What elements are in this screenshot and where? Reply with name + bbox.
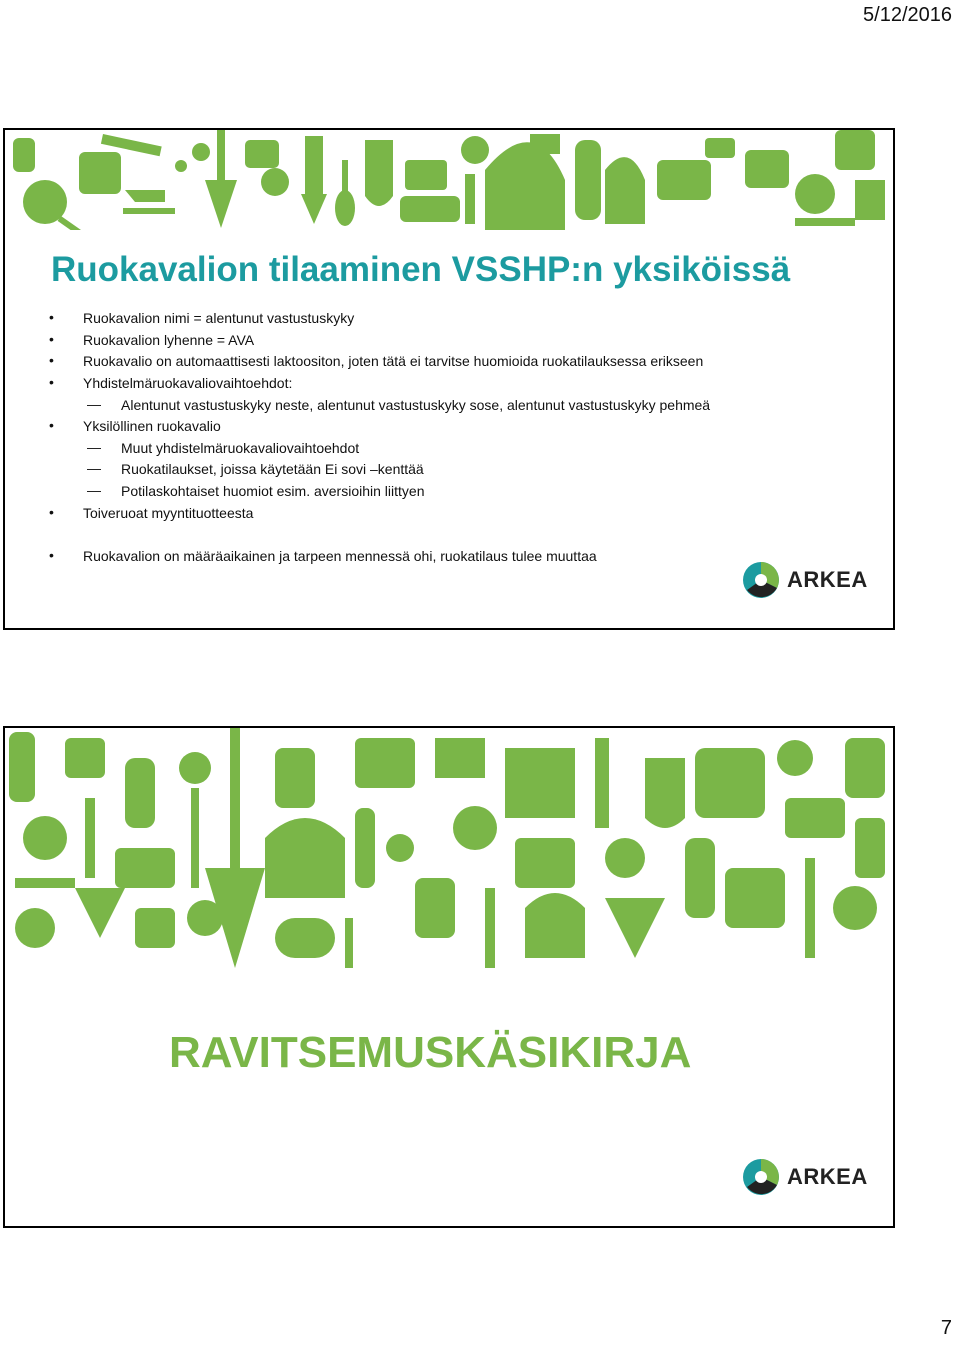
arkea-logo-icon (741, 560, 781, 600)
dash-marker: — (87, 439, 101, 455)
list-item (49, 331, 255, 348)
bullet-marker: • (49, 504, 54, 520)
list-item-text: Ruokavalion on määräaikainen ja tarpeen mennessä ohi, ruokatilaus tulee muuttaa (83, 548, 597, 564)
list-item-text: Potilaskohtaiset huomiot esim. aversioihin liittyen (121, 483, 425, 499)
dash-marker: — (87, 482, 101, 498)
slide-title: Ruokavalion tilaaminen VSSHP:n yksiköissä (51, 250, 791, 289)
bullet-marker: • (49, 417, 54, 433)
list-item (87, 460, 424, 477)
list-item-text: Ruokavalio on automaattisesti laktoositon, joten tätä ei tarvitse huomioida ruokatilauksessa erikseen (83, 353, 704, 369)
arkea-logo-icon (741, 1157, 781, 1197)
list-item-text: Toiveruoat myyntituotteesta (83, 505, 254, 521)
slide-title: RAVITSEMUSKÄSIKIRJA (169, 1028, 692, 1077)
list-item (49, 504, 254, 521)
list-item (49, 374, 293, 391)
list-item (49, 309, 355, 326)
dash-marker: — (87, 460, 101, 476)
list-item-text: Ruokavalion lyhenne = AVA (83, 332, 255, 348)
list-item (49, 417, 221, 434)
arkea-logo-text: ARKEA (787, 567, 868, 592)
list-item-text: Yhdistelmäruokavaliovaihtoehdot: (83, 375, 293, 391)
bullet-marker: • (49, 374, 54, 390)
arkea-logo (741, 560, 868, 600)
list-item (87, 396, 711, 413)
slide-ravitsemuskasikirja (3, 726, 895, 1228)
page-number: 7 (940, 1317, 952, 1339)
arkea-logo-text: ARKEA (787, 1164, 868, 1189)
slide-date: 5/12/2016 (863, 4, 952, 26)
list-item-text: Muut yhdistelmäruokavaliovaihtoehdot (121, 440, 360, 456)
bullet-marker: • (49, 331, 54, 347)
bullet-marker: • (49, 309, 54, 325)
bullet-marker: • (49, 547, 54, 563)
list-item (49, 352, 704, 369)
list-item (87, 439, 360, 456)
bullet-marker: • (49, 352, 54, 368)
list-item-text: Yksilöllinen ruokavalio (83, 418, 221, 434)
list-item-text: Ruokavalion nimi = alentunut vastustuskyky (83, 310, 355, 326)
list-item (49, 547, 597, 564)
list-item-text: Alentunut vastustuskyky neste, alentunut vastustuskyky sose, alentunut vastustuskyky pehmeä (121, 397, 711, 413)
arkea-logo (741, 1157, 868, 1197)
kitchen-utensil-pattern (5, 728, 893, 968)
kitchen-utensil-pattern (5, 130, 893, 230)
list-item-text: Ruokatilaukset, joissa käytetään Ei sovi –kenttää (121, 461, 424, 477)
list-item (87, 482, 425, 499)
dash-marker: — (87, 396, 101, 412)
slide-ruokavalion-tilaaminen (3, 128, 895, 630)
